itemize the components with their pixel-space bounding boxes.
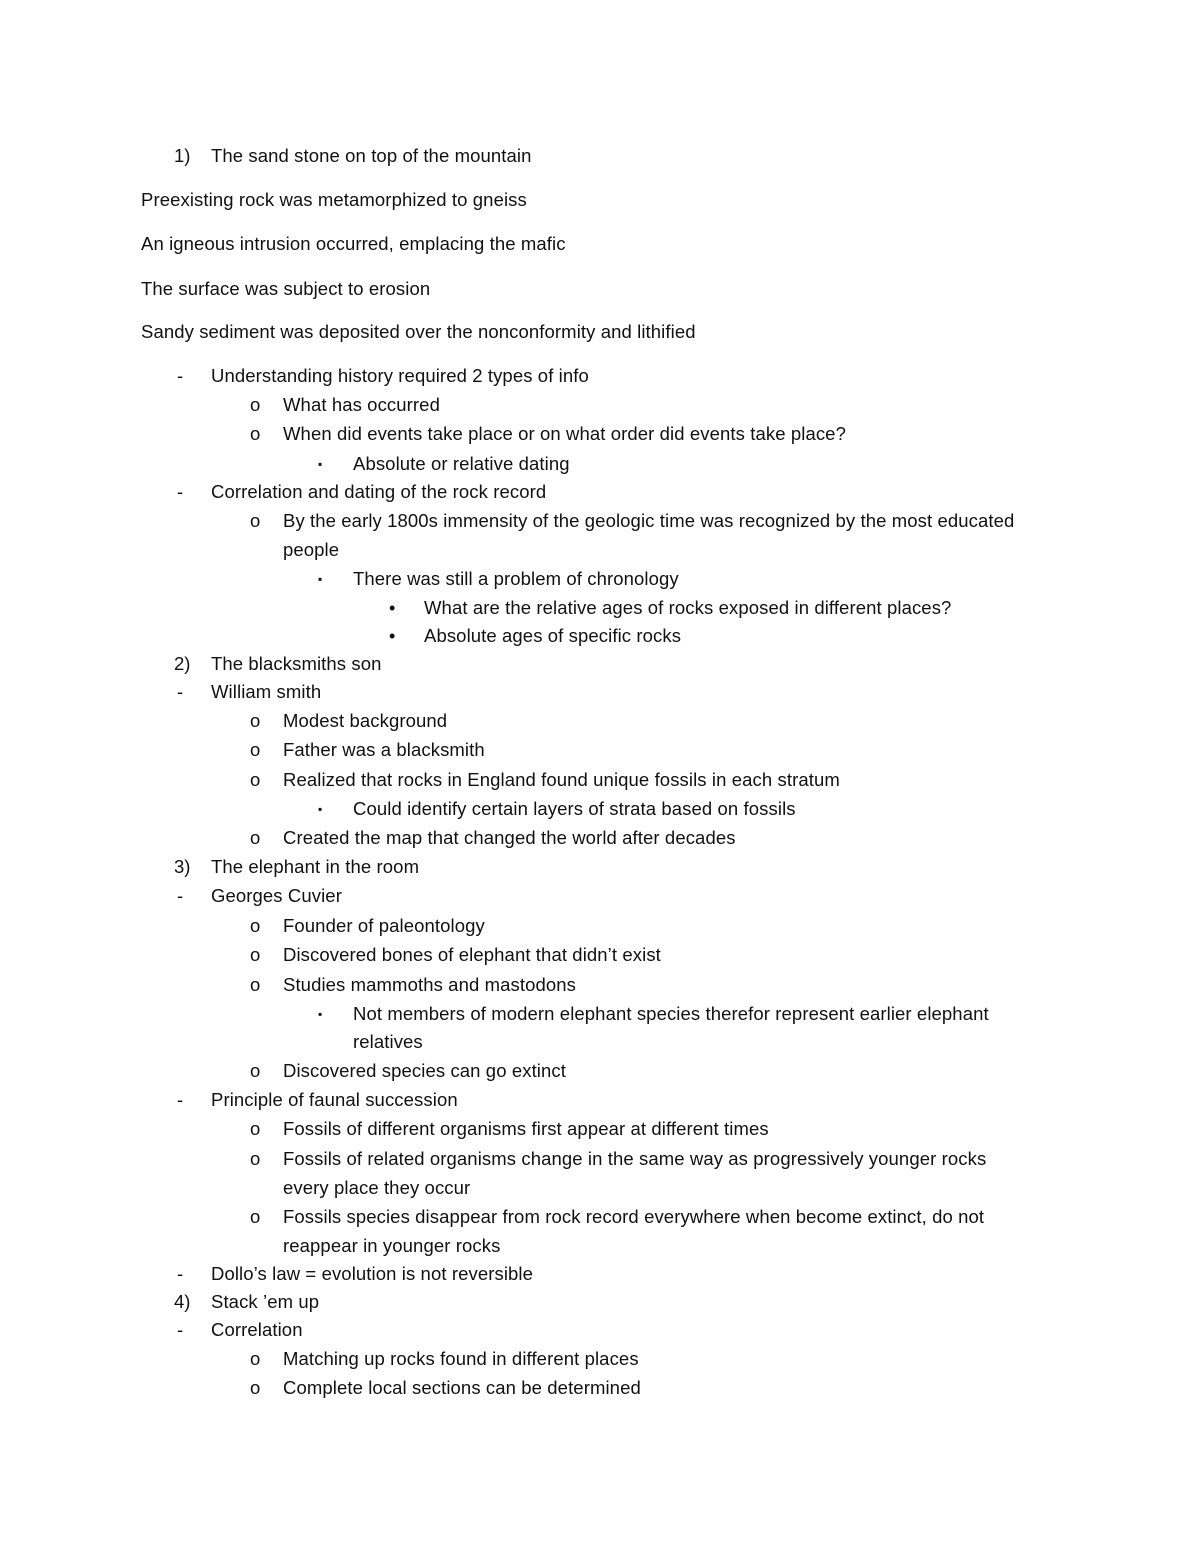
circle-marker: o: [250, 1348, 261, 1369]
list-item: Fossils species disappear from rock record everywhere when become extinct, do not: [283, 1206, 985, 1227]
circle-marker: o: [250, 510, 261, 531]
circle-marker: o: [250, 739, 261, 760]
list-item: Georges Cuvier: [211, 885, 342, 906]
list-item: Father was a blacksmith: [283, 739, 485, 760]
dash-marker: -: [177, 481, 184, 502]
list-item: Fossils of related organisms change in the same way as progressively younger rocks: [283, 1148, 987, 1169]
number-marker: 1): [174, 145, 191, 166]
list-item: Understanding history required 2 types of info: [211, 365, 589, 386]
circle-marker: o: [250, 1377, 261, 1398]
square-marker: ▪: [318, 1007, 323, 1021]
list-item: When did events take place or on what order did events take place?: [283, 423, 846, 444]
list-item: Absolute or relative dating: [353, 453, 570, 474]
list-item: By the early 1800s immensity of the geologic time was recognized by the most educated: [283, 510, 1015, 531]
list-item: Complete local sections can be determined: [283, 1377, 641, 1398]
bullet-marker: •: [389, 598, 396, 618]
dash-marker: -: [177, 681, 184, 702]
section-heading: The blacksmiths son: [211, 653, 382, 674]
list-item: Correlation and dating of the rock record: [211, 481, 547, 502]
circle-marker: o: [250, 827, 261, 848]
circle-marker: o: [250, 1118, 261, 1139]
list-item: Realized that rocks in England found unique fossils in each stratum: [283, 769, 840, 790]
square-marker: ▪: [318, 572, 323, 586]
list-item: Modest background: [283, 710, 448, 731]
paragraph: Sandy sediment was deposited over the nonconformity and lithified: [141, 321, 696, 342]
bullet-marker: •: [389, 626, 396, 646]
list-item: Could identify certain layers of strata based on fossils: [353, 798, 796, 819]
list-item-continuation: reappear in younger rocks: [283, 1235, 501, 1256]
dash-marker: -: [177, 1319, 184, 1340]
circle-marker: o: [250, 1206, 261, 1227]
list-item: William smith: [211, 681, 322, 702]
circle-marker: o: [250, 769, 261, 790]
dash-marker: -: [177, 885, 184, 906]
list-item-continuation: people: [283, 539, 340, 560]
list-item: Correlation: [211, 1319, 303, 1340]
paragraph: The surface was subject to erosion: [141, 278, 431, 299]
list-item-continuation: every place they occur: [283, 1177, 471, 1198]
list-item: What has occurred: [283, 394, 440, 415]
list-item: Fossils of different organisms first appear at different times: [283, 1118, 769, 1139]
list-item: Studies mammoths and mastodons: [283, 974, 576, 995]
circle-marker: o: [250, 423, 261, 444]
dash-marker: -: [177, 365, 184, 386]
circle-marker: o: [250, 1148, 261, 1169]
list-item: Discovered species can go extinct: [283, 1060, 566, 1081]
list-item: Not members of modern elephant species therefor represent earlier elephant: [353, 1003, 989, 1024]
list-item: Matching up rocks found in different places: [283, 1348, 639, 1369]
list-item: There was still a problem of chronology: [353, 568, 679, 589]
section-heading: Stack ’em up: [211, 1291, 320, 1312]
list-item-continuation: relatives: [353, 1031, 423, 1052]
square-marker: ▪: [318, 802, 323, 816]
circle-marker: o: [250, 394, 261, 415]
paragraph: Preexisting rock was metamorphized to gneiss: [141, 189, 527, 210]
section-heading: The sand stone on top of the mountain: [211, 145, 532, 166]
circle-marker: o: [250, 944, 261, 965]
list-item: Dollo’s law = evolution is not reversible: [211, 1263, 534, 1284]
list-item: Founder of paleontology: [283, 915, 485, 936]
circle-marker: o: [250, 974, 261, 995]
list-item: Created the map that changed the world after decades: [283, 827, 736, 848]
circle-marker: o: [250, 915, 261, 936]
dash-marker: -: [177, 1089, 184, 1110]
circle-marker: o: [250, 710, 261, 731]
number-marker: 4): [174, 1291, 191, 1312]
square-marker: ▪: [318, 457, 323, 471]
list-item: What are the relative ages of rocks exposed in different places?: [424, 597, 952, 618]
section-heading: The elephant in the room: [211, 856, 420, 877]
paragraph: An igneous intrusion occurred, emplacing the mafic: [141, 233, 566, 254]
list-item: Discovered bones of elephant that didn’t exist: [283, 944, 661, 965]
circle-marker: o: [250, 1060, 261, 1081]
list-item: Principle of faunal succession: [211, 1089, 458, 1110]
number-marker: 2): [174, 653, 191, 674]
dash-marker: -: [177, 1263, 184, 1284]
list-item: Absolute ages of specific rocks: [424, 625, 682, 646]
number-marker: 3): [174, 856, 191, 877]
